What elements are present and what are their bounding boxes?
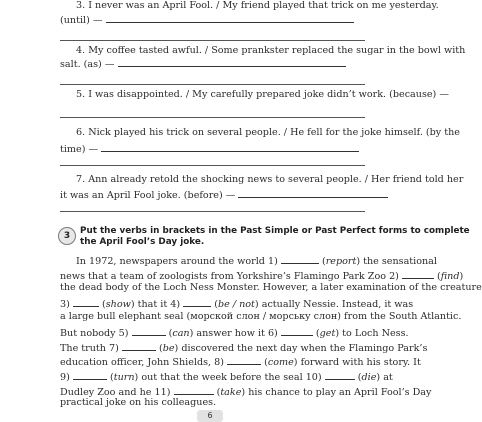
answer-line	[60, 84, 365, 85]
text-line-8: education officer, John Shields, 8) (come) forward with his story. It	[60, 357, 421, 368]
text-line-11: practical joke on his colleagues.	[60, 397, 217, 408]
text-line-3: the dead body of the Loch Ness Monster. However, a later examination of the creature	[60, 282, 482, 293]
answer-line	[60, 211, 365, 212]
text-line-10: Dudley Zoo and he 11) (take) his chance to play an April Fool’s Day	[60, 387, 432, 398]
text-line-5: a large bull elephant seal (морской слон / морськy слон) from the South Atlantic.	[60, 311, 462, 322]
sentence-6-line-1: 6. Nick played his trick on several people. / He fell for the joke himself. (by the	[76, 127, 460, 138]
exercise-instruction-line-1: Put the verbs in brackets in the Past Simple or Past Perfect forms to complete	[80, 226, 470, 236]
sentence-3-line-2: (until) —	[60, 14, 365, 27]
sentence-6-line-2: time) —	[60, 143, 365, 156]
text-line-6: But nobody 5) (can) answer how it 6) (get) to Loch Ness.	[60, 328, 409, 339]
sentence-7-line-2: it was an April Fool joke. (before) —	[60, 189, 365, 202]
sentence-4-line-1: 4. My coffee tasted awful. / Some prankster replaced the sugar in the bowl with	[76, 45, 466, 56]
text-line-7: The truth 7) (be) discovered the next day when the Flamingo Park’s	[60, 343, 428, 354]
text-line-2: news that a team of zoologists from Yorkshire’s Flamingo Park Zoo 2) (find)	[60, 271, 464, 282]
answer-line	[60, 117, 365, 118]
exercise-number-badge: 3	[58, 227, 76, 245]
sentence-4-line-2: salt. (as) —	[60, 58, 365, 71]
page-number: 6	[197, 410, 223, 422]
exercise-instruction-line-2: the April Fool’s Day joke.	[80, 237, 205, 247]
text-line-1: In 1972, newspapers around the world 1) (report) the sensational	[76, 256, 437, 267]
answer-line	[60, 40, 365, 41]
answer-line	[60, 165, 365, 166]
text-line-9: 9) (turn) out that the week before the seal 10) (die) at	[60, 372, 393, 383]
text-line-4: 3) (show) that it 4) (be / not) actually Nessie. Instead, it was	[60, 299, 414, 310]
sentence-7-line-1: 7. Ann already retold the shocking news to several people. / Her friend told her	[76, 174, 464, 185]
sentence-5-line-1: 5. I was disappointed. / My carefully prepared joke didn’t work. (because) —	[76, 89, 449, 100]
sentence-3-line-1: 3. I never was an April Fool. / My friend played that trick on me yesterday.	[76, 0, 439, 11]
